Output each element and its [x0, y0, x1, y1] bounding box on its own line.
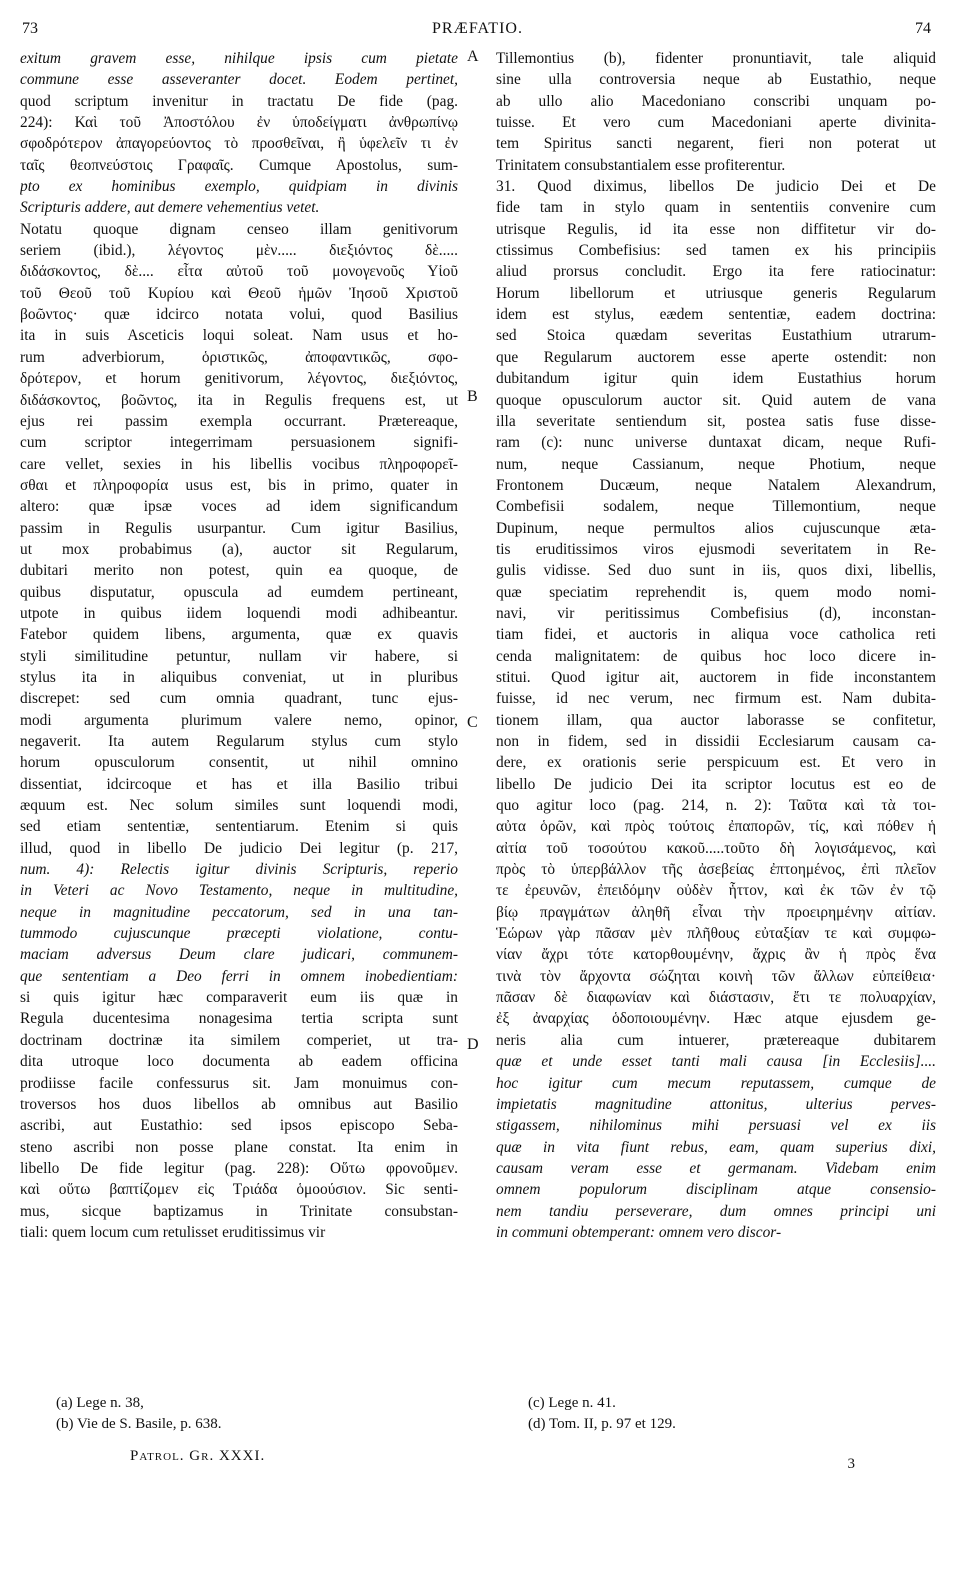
footnote: (c) Lege n. 41. [528, 1395, 616, 1411]
text-line: horum opusculorum consentit, ut nihil omnino [20, 754, 458, 772]
text-line: care vellet, sexies in his libellis vocibus πληροφορεῖ- [20, 455, 458, 473]
text-line: νίαν ἄχρι τότε κατορθουμένην, ἄχρις ἂν ἡ πρὸς ἕνα [496, 946, 936, 964]
running-title: PRÆFATIO. [432, 20, 523, 37]
text-line: cenda malignitatem: de quibus hoc loco dicere in- [496, 647, 936, 665]
text-line: illud, quod in libello De judicio Dei legitur (p. 217, [20, 839, 458, 857]
text-line: exitum gravem esse, nihilque ipsis cum pietate [20, 50, 458, 67]
text-line: ita in suis Asceticis loqui soleat. Nam usus et ho- [20, 327, 458, 345]
text-line: dita utroque loco documenta ab eadem officina [20, 1053, 458, 1071]
text-line: non in fidem, sed in dissidii Ecclesiarum causam ca- [496, 733, 936, 750]
text-line: quoque opusculorum auctor sit. Quid autem de vana [496, 391, 936, 409]
text-line: Frontonem Ducæum, neque Natalem Alexandrum, [496, 476, 936, 494]
text-line: sed Stoica quædam severitas Eustathium utrarum- [496, 327, 936, 345]
right-column [496, 48, 936, 1243]
text-line: que Regularum auctorem esse aperte ostendit: non [496, 348, 936, 366]
text-line: num, neque Cassianum, neque Photium, neque [496, 455, 936, 473]
text-line: dubitari merito non potest, quin ea quoque, de [20, 562, 458, 580]
text-line: dubitandum igitur quin idem Eustathius horum [496, 370, 936, 388]
text-line: Ἑώρων γὰρ πᾶσαν μὲν πλῆθους εὐταξίαν τε καὶ συμφω- [496, 925, 936, 943]
text-line: troversos hos duos libellos ab omnibus aut Basilio [20, 1095, 458, 1113]
text-line: neris alia cum intuerer, prætereaque dubitarem [496, 1031, 936, 1049]
text-line: 224): Καὶ τοῦ Ἀποστόλου ἐν ὑποδείγματι ἀνθρωπίνῳ [20, 114, 458, 132]
text-line: αἰτία τοῦ τοσούτου κακοῦ.....τοῦτο δὴ λογισάμενος, καὶ [496, 839, 936, 857]
text-line: gulis vidisse. Sed duo sunt in iis, quos dixi, libellis, [496, 562, 936, 580]
text-line: διδάσκοντος, βοῶντος, ita in Regulis frequens est, ut [20, 391, 458, 409]
text-line: cum scriptor integerrimam persuasionem signifi- [20, 434, 458, 452]
page-number-right: 74 [915, 20, 931, 37]
text-line: quæ in vita fiunt rebus, eam, quam superius dixi, [496, 1138, 936, 1156]
text-line: impietatis magnitudine attonitus, ulterius perves- [496, 1095, 936, 1113]
text-line: sed etiam sententiæ, sententiarum. Etenim si quis [20, 818, 458, 836]
footnote: (d) Tom. II, p. 97 et 129. [528, 1416, 676, 1432]
text-line: διδάσκοντος, δὲ.... εἶτα αὐτοῦ τοῦ μονογενοῦς Υἱοῦ [20, 263, 458, 281]
text-line: Fatebor quidem libens, argumenta, quæ ex quavis [20, 626, 458, 644]
text-line: utpote in quibus iidem loquendi modi adhibeantur. [20, 604, 458, 622]
text-line: prodiisse facile confessurus sit. Jam monuimus con- [20, 1074, 458, 1092]
text-line: tuisse. Et vero cum Macedoniani aperte divinita- [496, 114, 936, 132]
text-line: styli similitudine petuntur, nullam vir habere, si [20, 647, 458, 665]
text-line: ἐξ ἀναρχίας ὁδοποιουμένην. Hæc atque ejusdem ge- [496, 1010, 936, 1028]
margin-letter-b: B [467, 388, 478, 405]
text-line: stylus ita in aliquibus conveniat, ut in pluribus [20, 668, 458, 686]
text-line: nem tandiu perseverare, dum omnes principi uni [496, 1202, 936, 1220]
text-line: fuisse, id nec verum, nec firmum est. Nam dubita- [496, 690, 936, 708]
text-line: steno ascribi non posse plane constat. Ita enim in [20, 1138, 458, 1156]
text-line: Tillemontius (b), fidenter pronuntiavit, tale aliquid [496, 50, 936, 67]
footnote: (a) Lege n. 38, [56, 1395, 144, 1411]
text-line: causam veram esse et germanam. Videbam enim [496, 1159, 936, 1177]
text-line: ram (c): nunc universe duntaxat dicam, neque Rufi- [496, 434, 936, 452]
text-line: tis eruditissimos viros ejusmodi severitatem in Re- [496, 540, 936, 558]
footnotes-left [56, 1393, 221, 1435]
text-line: fide tam in stylo quam in sententiis convenire cum [496, 199, 936, 217]
margin-letter-a: A [467, 48, 479, 65]
text-line: idem est stylus, eædem sententiæ, eadem doctrina: [496, 306, 936, 324]
text-line: tummodo cujuscunque præcepti violatione, contu- [20, 925, 458, 943]
left-column [20, 48, 458, 1243]
footnotes-right [528, 1393, 676, 1435]
text-line: discrepet: sed cum omnia quadrant, tunc ejus- [20, 690, 458, 708]
margin-letter-c: C [467, 714, 478, 731]
text-line: que sententiam a Deo ferri in omnem inobedientiam: [20, 967, 458, 985]
text-line: ab ullo alio Macedoniano conscribi unquam po- [496, 92, 936, 110]
text-line: altero: quæ ipsæ voces ad idem significandum [20, 498, 458, 516]
text-line: dissentiat, idcircoque et has et illa Basilio tribui [20, 775, 458, 793]
text-line: stigassem, nihilominus mihi persuasi vel ex iis [496, 1117, 936, 1135]
page-number-left: 73 [22, 20, 38, 37]
text-line: commune esse asseveranter docet. Eodem pertinet, [20, 71, 458, 89]
text-line: negaverit. Ita autem Regularum stylus cum stylo [20, 733, 458, 750]
text-line: quæ speciatim reprehendit is, quem modo nomi- [496, 583, 936, 601]
text-line: libello De judicio Dei ita scriptor locutus est eo de [496, 775, 936, 793]
text-line: doctrinam doctrinæ ita similem comperiet, ut tra- [20, 1031, 458, 1049]
text-line: quo agitur loco (pag. 214, n. 2): Ταῦτα καὶ τὰ τοι- [496, 797, 936, 815]
sheet-number: 3 [847, 1456, 855, 1472]
text-line: Scripturis addere, aut demere vehementius vetet. [20, 199, 320, 217]
text-line: sine ulla controversia neque ab Eustathio, neque [496, 71, 936, 89]
text-line: passim in Regulis usurpantur. Cum igitur Basilius, [20, 519, 458, 537]
text-line: Notatu quoque dignam censeo illam genitivorum [20, 220, 458, 238]
text-line: stitui. Quod igitur ait, auctorem in fide inconstantem [496, 668, 936, 686]
text-line: libello De fide legitur (pag. 228): Οὕτω φρονοῦμεν. [20, 1159, 458, 1177]
text-line: pto ex hominibus exemplo, quidpiam in divinis [20, 178, 458, 196]
text-line: utrisque Regulis, id ita esse non diffitetur vir do- [496, 220, 936, 238]
signature-mark: Patrol. Gr. XXXI. [130, 1448, 266, 1464]
text-line: ctissimus Combefisius: sed tamen ex his principiis [496, 242, 936, 260]
text-line: omnem populorum disciplinam atque consensio- [496, 1181, 936, 1199]
text-line: ejus rei passim exempla occurrant. Prætereaque, [20, 412, 458, 430]
text-line: Horum libellorum et utriusque generis Regularum [496, 284, 936, 302]
text-line: in communi obtemperant: omnem vero discor- [496, 1223, 782, 1241]
text-line: πρὸς τὸ ὑπερβάλλον τῆς ἀσεβείας ἐπτοημένος, ἐπὶ πλεῖον [496, 861, 936, 879]
text-line: quæ et unde esset tanti mali causa [in Ecclesiis].... [496, 1053, 936, 1071]
text-line: hoc igitur cum mecum reputassem, cumque de [496, 1074, 936, 1092]
text-line: Dupinum, neque permultos alios cujuscunque æta- [496, 519, 936, 537]
text-line: si quis igitur hæc comparaverit eum iis quæ in [20, 989, 458, 1007]
text-line: τινὰ τὸν ἄρχοντα σώζηται κοινὴ τῶν ἄλλων εὐπείθεια· [496, 967, 936, 985]
text-line: τοῦ Θεοῦ τοῦ Κυρίου καὶ Θεοῦ ἡμῶν Ἰησοῦ Χριστοῦ [20, 284, 458, 302]
text-line: τε ἐρευνῶν, ἐπειδόμην οὐδὲν ἧττον, καὶ ἐκ τῶν ἐν τῷ [496, 882, 936, 900]
text-line: αὐτα ὁρῶν, καὶ πρὸς τούτοις ἐπαπορῶν, τίς, καὶ πόθεν ἡ [496, 818, 936, 836]
text-line: πᾶσαν δὲ διαφωνίαν καὶ διάστασιν, ἔτι τε πολυαρχίαν, [496, 989, 936, 1007]
text-line: σφοδρότερον ἀπαγορεύοντος τὸ προσθεῖναι, ἢ ὑφελεῖν τι ἐν [20, 135, 458, 153]
text-line: tiali: quem locum cum retulisset eruditissimus vir [20, 1223, 326, 1241]
text-line: καὶ οὕτω βαπτίζομεν εἰς Τριάδα ὁμοούσιον. Sic senti- [20, 1181, 458, 1199]
text-line: σθαι et πληροφορία usus est, bis in primo, quater in [20, 476, 458, 494]
text-line: num. 4): Relectis igitur divinis Scripturis, reperio [20, 861, 458, 879]
text-line: 31. Quod diximus, libellos De judicio Dei et De [496, 178, 936, 196]
text-line: ut mox probabimus (a), auctor sit Regularum, [20, 540, 458, 558]
text-line: illa severitate sentiendum sit, postea satis fuse disse- [496, 412, 936, 430]
text-line: rum adverbiorum, ὁριστικῶς, ἀποφαντικῶς, σφο- [20, 348, 458, 366]
text-line: δρότερον, et horum genitivorum, λέγοντος, διεξιόντος, [20, 370, 458, 388]
text-line: tem Spiritus sancti negarent, fieri non poterat ut [496, 135, 936, 153]
margin-letter-d: D [467, 1036, 479, 1053]
text-line: mus, sicque baptizamus in Trinitate consubstan- [20, 1202, 458, 1220]
text-line: dere, ex orationis serie perspicuum est. Et vero in [496, 754, 936, 772]
footnote: (b) Vie de S. Basile, p. 638. [56, 1416, 222, 1432]
text-line: Combefisii sodalem, neque Tillemontium, neque [496, 498, 936, 516]
text-line: ascribi, aut Eustathio: sed ipsos episcopo Seba- [20, 1117, 458, 1135]
text-line: quibus disputatur, opuscula ad eumdem pertineant, [20, 583, 458, 601]
text-line: ταῖς θεοπνεύστοις Γραφαῖς. Cumque Apostolus, sum- [20, 156, 458, 174]
text-line: βοῶντος· quæ idcirco notata volui, quod Basilius [20, 306, 458, 324]
text-line: Regula ducentesima nonagesima tertia scripta sunt [20, 1010, 458, 1028]
text-line: navi, vir peritissimus Combefisius (d), inconstan- [496, 604, 936, 622]
text-line: seriem (ibid.), λέγοντος μὲν..... διεξιόντος δὲ..... [20, 242, 458, 260]
text-line: aliud prorsus concludit. Ergo ita fere ratiocinatur: [496, 263, 936, 281]
text-line: tionem illam, qua auctor laborasse se confitetur, [496, 711, 936, 729]
text-line: βίῳ πραγμάτων ἀληθῆ εἶναι τὴν προειρημένην αἰτίαν. [496, 903, 936, 921]
text-line: quod scriptum invenitur in tractatu De fide (pag. [20, 92, 458, 110]
text-line: Trinitatem consubstantialem esse profiterentur. [496, 156, 786, 174]
text-line: in Veteri ac Novo Testamento, neque in multitudine, [20, 882, 458, 900]
text-line: tiam fidei, et auctoris in aliqua voce catholica reti [496, 626, 936, 644]
text-line: maciam adversus Deum clare judicari, communem- [20, 946, 458, 964]
text-line: æquum est. Nec solum similes sunt loquendi modi, [20, 797, 458, 815]
text-line: modi argumenta plurimum valere nemo, opinor, [20, 711, 458, 729]
text-line: neque in magnitudine peccatorum, sed in una tan- [20, 903, 458, 921]
